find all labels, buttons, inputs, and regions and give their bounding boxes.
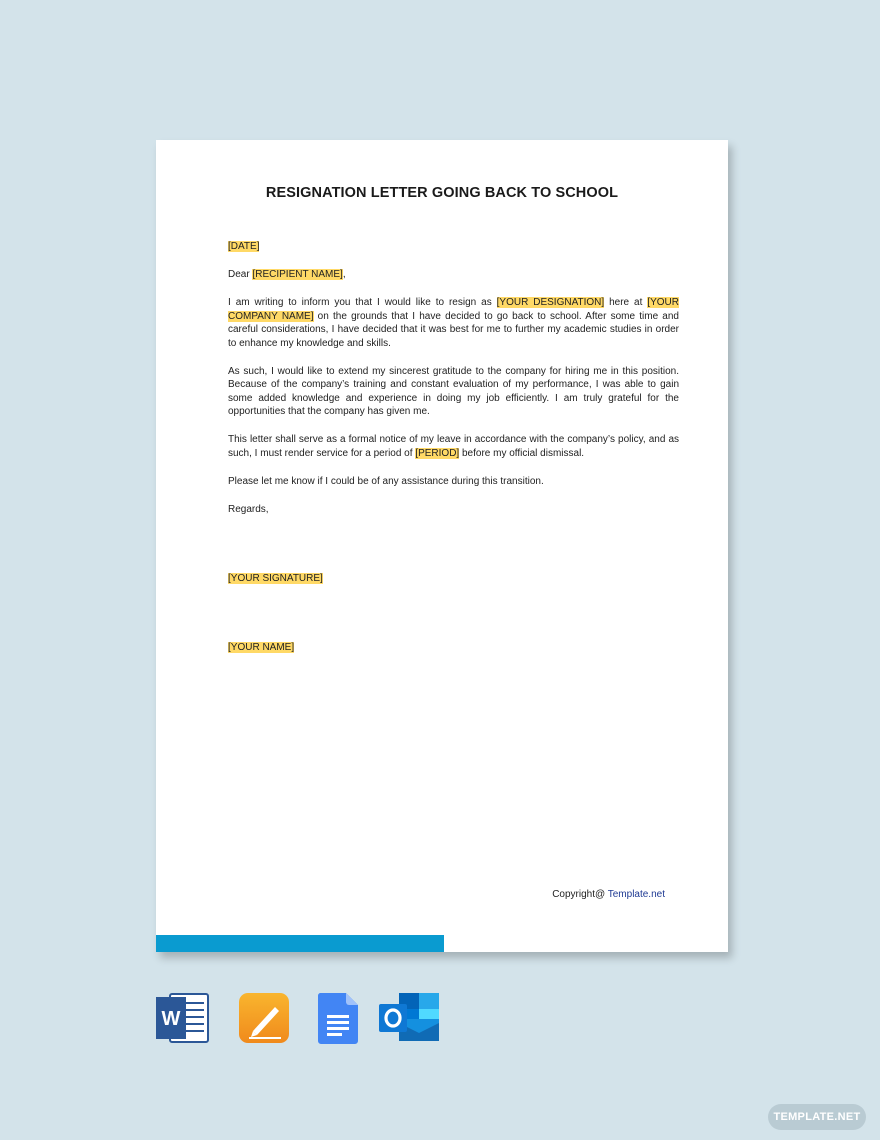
- signature-spacer: [228, 531, 679, 572]
- copyright-link[interactable]: Template.net: [607, 889, 665, 900]
- outlook-icon[interactable]: [379, 993, 439, 1048]
- designation-placeholder: [YOUR DESIGNATION]: [496, 297, 605, 308]
- paragraph-1-text-a: I am writing to inform you that I would like to resign as: [228, 297, 497, 308]
- greeting-suffix: ,: [342, 269, 346, 280]
- closing-line: Regards,: [228, 503, 269, 515]
- paragraph-3-text-b: before my official dismissal.: [459, 447, 585, 459]
- paragraph-1-text-b: here at: [604, 297, 648, 308]
- signature-line: [228, 572, 679, 586]
- svg-text:W: W: [161, 1008, 181, 1030]
- letter-body: [228, 240, 679, 669]
- document-page: [156, 140, 728, 952]
- period-placeholder: [PERIOD]: [415, 447, 460, 459]
- signature-placeholder: [YOUR SIGNATURE]: [228, 572, 323, 584]
- paragraph-3: [228, 433, 679, 460]
- company-placeholder: [YOUR COMPANY NAME]: [228, 297, 679, 322]
- greeting-prefix: Dear: [228, 269, 253, 280]
- accent-bar: [156, 935, 444, 952]
- name-line: [228, 641, 679, 655]
- paragraph-2: As such, I would like to extend my sincerest gratitude to the company for hiring me in this position. Because of the company’s training and constant evaluation of my performance, I was able to gain some added knowledge and experience in doing my job efficiently. I am truly grateful for the opportunities that the company has given me.: [228, 365, 679, 417]
- name-placeholder: [YOUR NAME]: [228, 641, 295, 653]
- name-spacer: [228, 600, 679, 641]
- recipient-placeholder: [RECIPIENT NAME]: [252, 269, 343, 280]
- pages-icon[interactable]: [239, 993, 291, 1050]
- paragraph-3-text-a: This letter shall serve as a formal notice of my leave in accordance with the company’s policy, and as such, I must render service for a period of: [228, 434, 679, 459]
- word-icon[interactable]: [156, 993, 210, 1048]
- date-line: [228, 240, 679, 254]
- document-title: RESIGNATION LETTER GOING BACK TO SCHOOL: [265, 185, 619, 201]
- copyright-note: [552, 889, 665, 900]
- google-docs-icon[interactable]: [318, 993, 358, 1050]
- paragraph-4: Please let me know if I could be of any assistance during this transition.: [228, 475, 544, 487]
- paragraph-1: [228, 296, 679, 350]
- template-net-badge[interactable]: TEMPLATE.NET: [768, 1104, 866, 1130]
- paragraph-1-text-c: on the grounds that I have decided to go back to school. After some time and careful considerations, I have decided that it was best for me to further my academic studies in order to enhance my knowledge and skills.: [228, 310, 679, 349]
- date-placeholder: [DATE]: [228, 241, 260, 252]
- copyright-prefix: Copyright@: [552, 889, 608, 900]
- greeting-line: [228, 268, 679, 282]
